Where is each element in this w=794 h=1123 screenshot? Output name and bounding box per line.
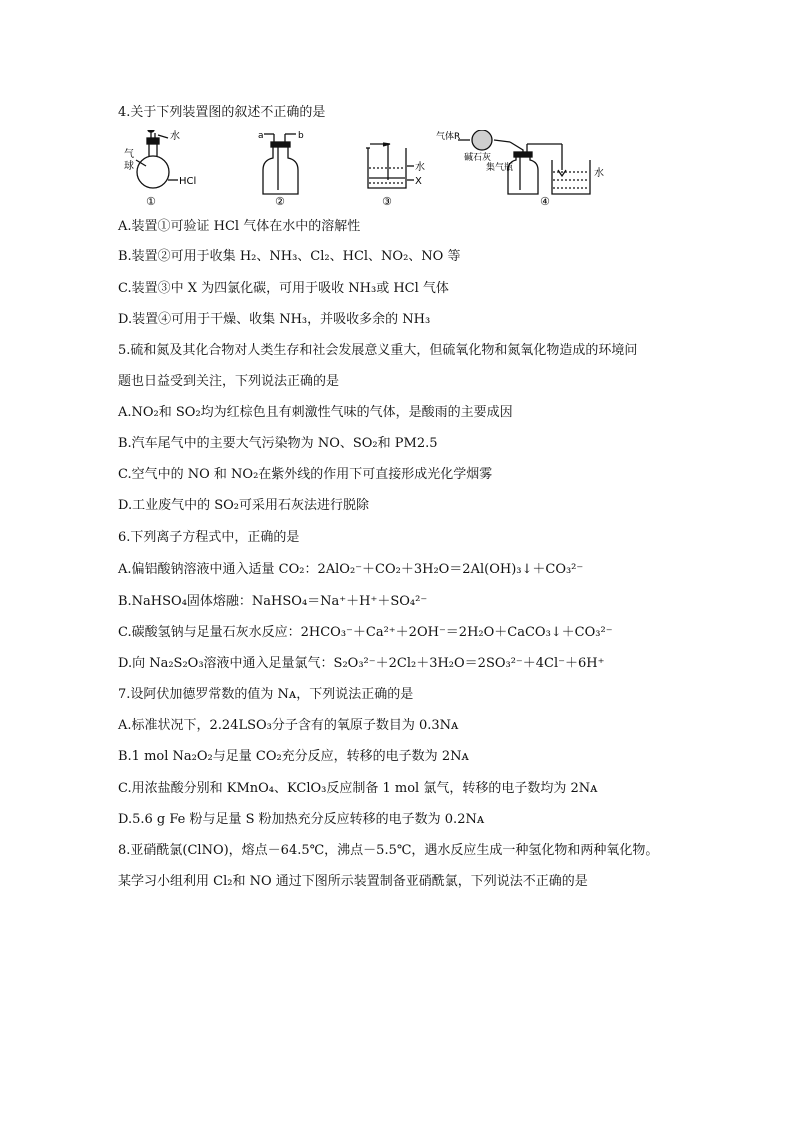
- q4-option-a: A.装置①可验证 HCl 气体在水中的溶解性: [118, 219, 361, 234]
- q4-stem: 4.关于下列装置图的叙述不正确的是: [118, 105, 326, 120]
- fig3-label-x: X: [415, 176, 422, 187]
- fig2-label-a: a: [258, 131, 264, 141]
- fig4-label-water: 水: [594, 168, 604, 179]
- fig3-number: ③: [382, 195, 392, 208]
- q4-apparatus-figures: [118, 130, 618, 208]
- q5-option-a: A.NO₂和 SO₂均为红棕色且有刺激性气味的气体，是酸雨的主要成因: [118, 405, 513, 420]
- q5-stem-line1: 5.硫和氮及其化合物对人类生存和社会发展意义重大，但硫氧化物和氮氧化物造成的环境问: [118, 343, 638, 358]
- fig4-label-bottle: 集气瓶: [486, 163, 514, 173]
- q5-option-b: B.汽车尾气中的主要大气污染物为 NO、SO₂和 PM2.5: [118, 436, 438, 451]
- fig1-number: ①: [146, 195, 156, 208]
- fig1-label-hcl: HCl: [179, 176, 197, 187]
- q6-option-d: D.向 Na₂S₂O₃溶液中通入足量氯气：S₂O₃²⁻＋2Cl₂＋3H₂O＝2SO₃²⁻＋4Cl⁻＋6H⁺: [118, 656, 605, 671]
- fig1-label-gas: 气: [124, 149, 134, 160]
- q6-option-c: C.碳酸氢钠与足量石灰水反应：2HCO₃⁻＋Ca²⁺＋2OH⁻＝2H₂O＋CaCO₃↓＋CO₃²⁻: [118, 625, 613, 640]
- fig1-label-water: 水: [170, 131, 180, 142]
- fig4-label-lime: 碱石灰: [464, 153, 492, 163]
- fig1-label-ball: 球: [124, 161, 134, 172]
- q6-option-a: A.偏铝酸钠溶液中通入适量 CO₂：2AlO₂⁻＋CO₂＋3H₂O＝2Al(OH)₃↓＋CO₃²⁻: [118, 562, 584, 577]
- q6-stem: 6.下列离子方程式中，正确的是: [118, 530, 300, 545]
- figure-2-bottle: [263, 134, 298, 194]
- q5-option-c: C.空气中的 NO 和 NO₂在紫外线的作用下可直接形成光化学烟雾: [118, 467, 493, 482]
- q7-option-d: D.5.6 g Fe 粉与足量 S 粉加热充分反应转移的电子数为 0.2Nᴀ: [118, 812, 485, 827]
- apparatus-diagram: [118, 130, 618, 208]
- q5-option-d: D.工业废气中的 SO₂可采用石灰法进行脱除: [118, 498, 369, 513]
- fig2-number: ②: [275, 195, 285, 208]
- q6-option-b: B.NaHSO₄固体熔融：NaHSO₄＝Na⁺＋H⁺＋SO₄²⁻: [118, 594, 428, 609]
- q7-stem: 7.设阿伏加德罗常数的值为 Nᴀ，下列说法正确的是: [118, 687, 414, 702]
- q4-option-c: C.装置③中 X 为四氯化碳，可用于吸收 NH₃或 HCl 气体: [118, 281, 449, 296]
- q5-stem-line2: 题也日益受到关注，下列说法正确的是: [118, 374, 340, 389]
- fig4-number: ④: [540, 195, 550, 208]
- fig2-label-b: b: [298, 131, 304, 141]
- q4-option-b: B.装置②可用于收集 H₂、NH₃、Cl₂、HCl、NO₂、NO 等: [118, 249, 461, 264]
- fig4-label-gas: 气体R: [436, 132, 461, 142]
- q8-stem-line2: 某学习小组利用 Cl₂和 NO 通过下图所示装置制备亚硝酰氯，下列说法不正确的是: [118, 874, 588, 889]
- q7-option-c: C.用浓盐酸分别和 KMnO₄、KClO₃反应制备 1 mol 氯气，转移的电子数均为 2Nᴀ: [118, 781, 598, 796]
- fig3-label-water: 水: [415, 162, 425, 173]
- q7-option-b: B.1 mol Na₂O₂与足量 CO₂充分反应，转移的电子数为 2Nᴀ: [118, 749, 469, 764]
- figure-3-beaker: [366, 143, 414, 188]
- q8-stem-line1: 8.亚硝酰氯(ClNO)，熔点－64.5℃，沸点－5.5℃，遇水反应生成一种氢化物和两种氧化物。: [118, 843, 659, 858]
- q7-option-a: A.标准状况下，2.24LSO₃分子含有的氧原子数目为 0.3Nᴀ: [118, 718, 459, 733]
- q4-option-d: D.装置④可用于干燥、收集 NH₃，并吸收多余的 NH₃: [118, 312, 431, 327]
